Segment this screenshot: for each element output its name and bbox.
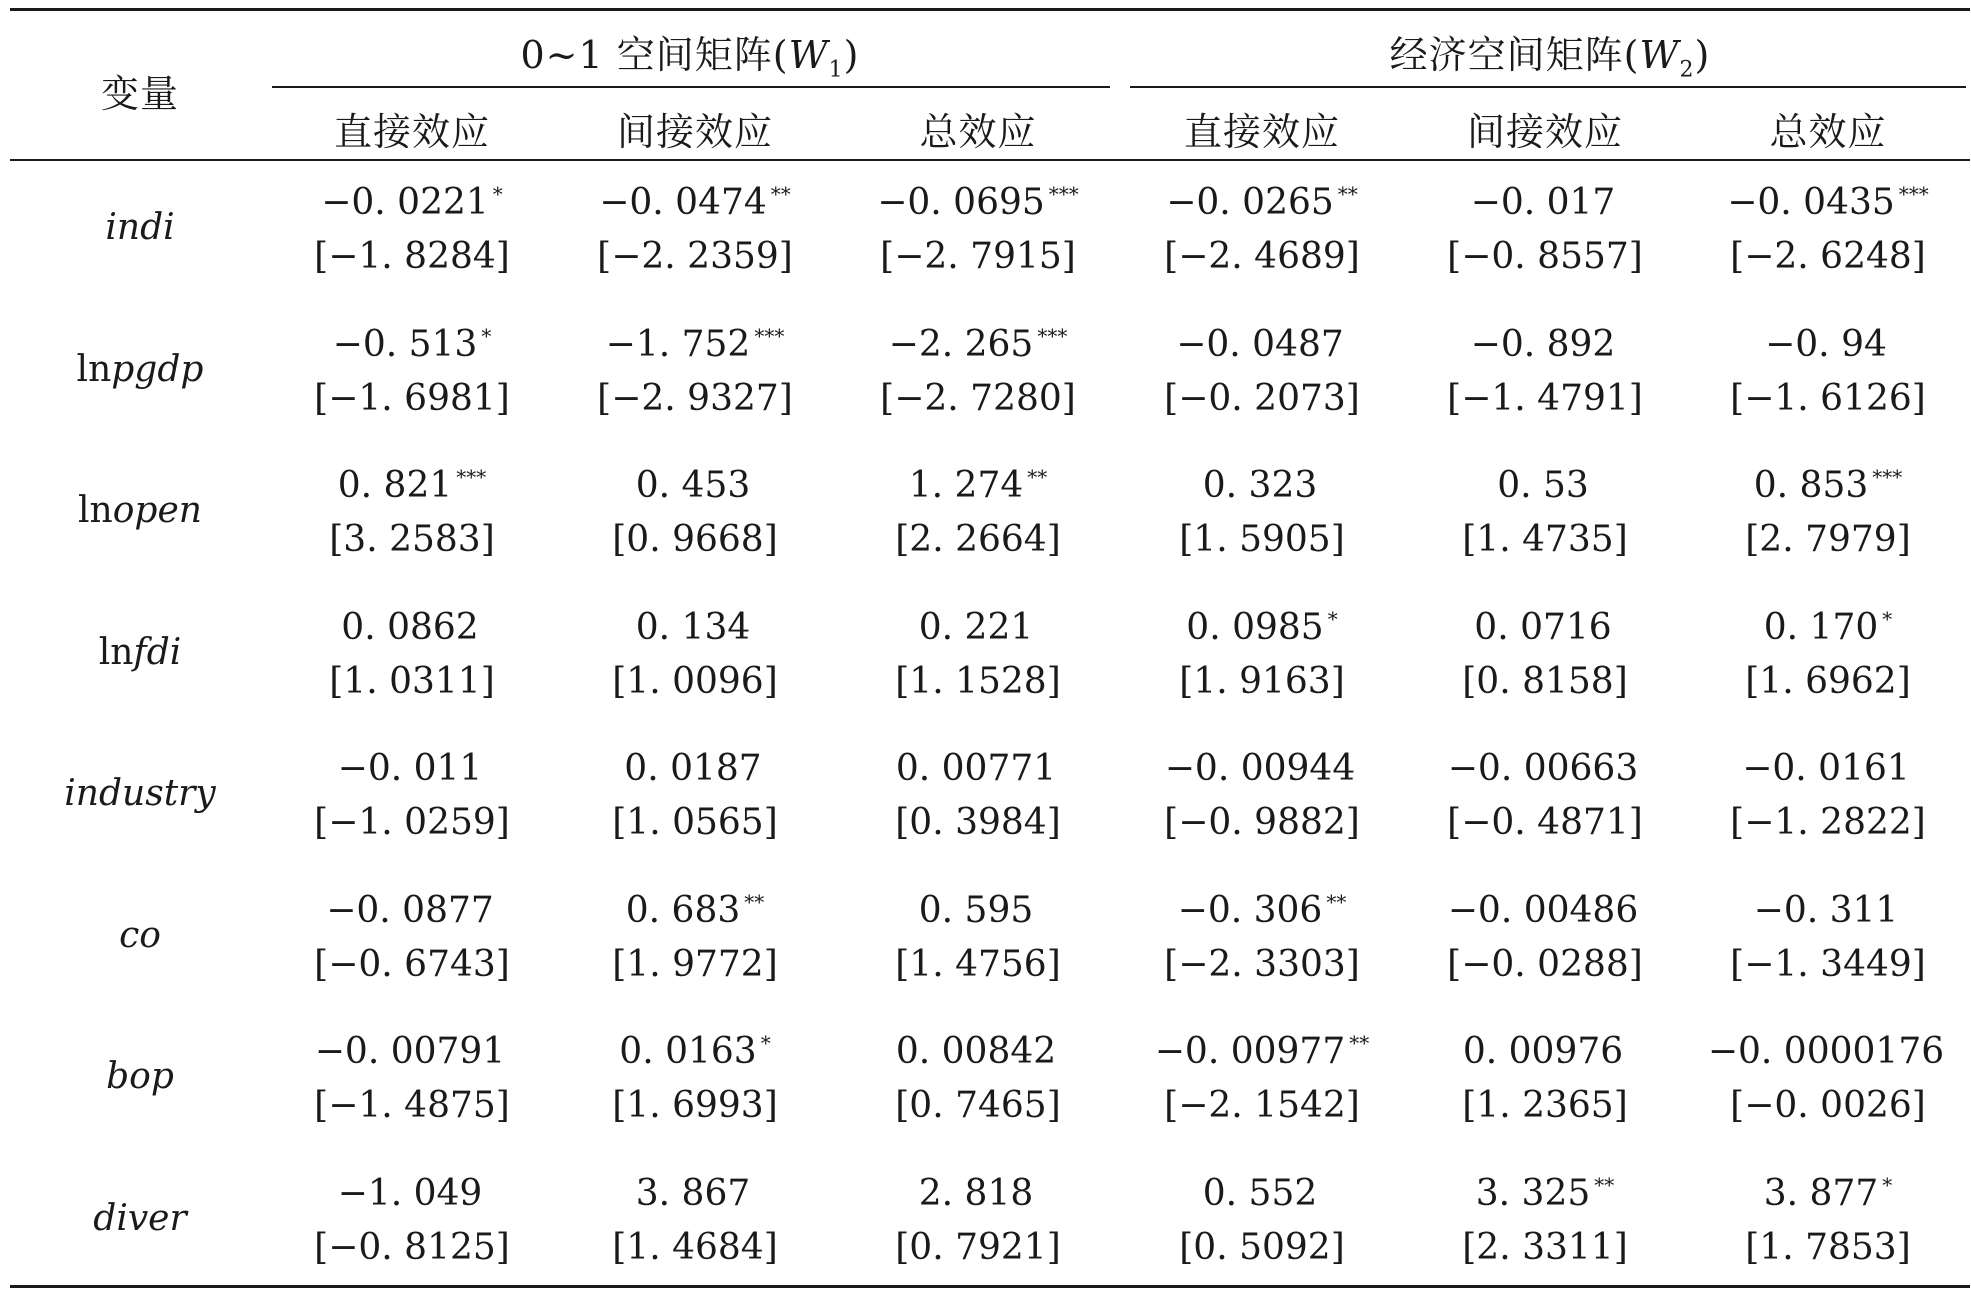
group2-header — [1389, 24, 1711, 83]
coefficient-value: 0. 170 — [1763, 606, 1879, 648]
significance-stars: * — [481, 323, 492, 348]
coefficient-value: −0. 00486 — [1447, 889, 1639, 931]
variable-symbol: bop — [106, 1056, 174, 1097]
coefficient-value: −0. 0877 — [326, 889, 494, 931]
coefficient-cell — [321, 183, 503, 223]
coefficient-cell — [626, 891, 765, 931]
coefficient-cell — [1178, 891, 1347, 931]
significance-stars: * — [1882, 1172, 1893, 1197]
variable-symbol: open — [112, 490, 202, 531]
coefficient-value: 0. 0163 — [619, 1031, 757, 1072]
coefficient-value: 0. 00771 — [895, 748, 1057, 789]
coefficient-cell — [889, 325, 1068, 365]
group1-prefix: 0~1 空间矩阵( — [520, 33, 789, 77]
coefficient-cell — [338, 1174, 487, 1214]
coefficient-value: −0. 0000176 — [1707, 1031, 1945, 1072]
coefficient-cell — [1754, 466, 1903, 506]
coefficient-cell — [1186, 608, 1337, 648]
t-statistic-cell: [−0. 0288] — [1447, 943, 1643, 985]
coefficient-value: 0. 0985 — [1186, 606, 1324, 648]
bottom-rule — [10, 1285, 1970, 1288]
t-statistic-cell: [−1. 0259] — [314, 802, 510, 843]
coefficient-value: 0. 552 — [1202, 1172, 1318, 1214]
coefficient-cell — [1476, 1174, 1615, 1214]
coefficient-value: 0. 134 — [635, 606, 751, 648]
group2-prefix: 经济空间矩阵( — [1389, 33, 1640, 77]
t-statistic-cell: [0. 8158] — [1462, 660, 1628, 702]
significance-stars: *** — [754, 323, 785, 348]
coefficient-value: −0. 311 — [1753, 889, 1899, 931]
significance-stars: ** — [1326, 889, 1347, 914]
coefficient-cell — [338, 466, 487, 506]
coefficient-cell — [333, 325, 492, 365]
coefficient-cell — [1165, 749, 1359, 789]
t-statistic-cell: [−0. 6743] — [314, 943, 510, 985]
t-statistic-cell: [−1. 2822] — [1730, 802, 1926, 843]
t-statistic-cell: [−2. 1542] — [1164, 1085, 1360, 1126]
significance-stars: ** — [1349, 1031, 1370, 1055]
t-statistic-cell: [0. 7465] — [895, 1085, 1061, 1126]
coefficient-cell — [341, 608, 482, 648]
t-statistic-cell: [−0. 4871] — [1447, 802, 1643, 843]
coefficient-cell — [919, 608, 1038, 648]
t-statistic-cell: [−2. 9327] — [597, 377, 793, 419]
coefficient-value: 0. 853 — [1753, 465, 1869, 506]
coefficient-value: −0. 306 — [1177, 889, 1323, 931]
coefficient-value: −0. 0221 — [321, 182, 489, 223]
coefficient-cell — [624, 749, 765, 789]
t-statistic-cell: [0. 9668] — [612, 519, 778, 560]
variable-symbol: co — [119, 914, 161, 956]
coefficient-cell — [1764, 1174, 1893, 1214]
column-header-total-w1: 总效应 — [919, 110, 1037, 154]
t-statistic-cell: [−2. 3303] — [1164, 943, 1360, 985]
coefficient-cell — [919, 1174, 1038, 1214]
variable-name — [78, 490, 202, 531]
coefficient-cell — [1497, 466, 1593, 506]
group1-header — [520, 24, 860, 83]
coefficient-value: 0. 0716 — [1474, 606, 1612, 648]
coefficient-cell — [599, 183, 791, 223]
variable-log-prefix: ln — [76, 348, 112, 390]
t-statistic-cell: [−1. 8284] — [314, 236, 510, 277]
variable-log-prefix: ln — [78, 490, 113, 531]
variable-log-prefix: ln — [98, 631, 134, 673]
column-header-indirect-w2: 间接效应 — [1466, 110, 1624, 154]
coefficient-value: 3. 867 — [635, 1172, 751, 1214]
header-rule — [10, 159, 1970, 161]
coefficient-value: −0. 0695 — [877, 182, 1045, 223]
t-statistic-cell: [1. 0311] — [329, 660, 495, 702]
coefficient-cell — [1471, 183, 1620, 223]
coefficient-value: −0. 00977 — [1154, 1031, 1346, 1072]
significance-stars: * — [492, 182, 503, 206]
significance-stars: *** — [456, 465, 487, 489]
coefficient-cell — [909, 466, 1048, 506]
significance-stars: * — [1327, 606, 1338, 631]
coefficient-cell — [1166, 183, 1358, 223]
variable-header: 变量 — [100, 72, 180, 116]
t-statistic-cell: [−0. 0026] — [1730, 1085, 1926, 1126]
column-header-direct-w2: 直接效应 — [1183, 110, 1341, 154]
coefficient-cell — [606, 325, 785, 365]
t-statistic-cell: [2. 2664] — [895, 519, 1061, 560]
coefficient-value: 0. 0187 — [624, 748, 762, 789]
t-statistic-cell: [1. 6962] — [1745, 660, 1911, 702]
coefficient-cell — [338, 749, 487, 789]
coefficient-value: 0. 323 — [1202, 465, 1318, 506]
group2-subscript: 2 — [1679, 57, 1695, 83]
coefficient-value: −1. 049 — [337, 1172, 483, 1214]
coefficient-value: −0. 0265 — [1166, 182, 1334, 223]
coefficient-cell — [1471, 325, 1620, 365]
group1-suffix: ) — [843, 33, 860, 77]
t-statistic-cell: [1. 4756] — [895, 943, 1061, 985]
significance-stars: * — [1882, 606, 1893, 631]
coefficient-value: 0. 221 — [918, 606, 1034, 648]
t-statistic-cell: [1. 4684] — [612, 1226, 778, 1268]
coefficient-value: −0. 0435 — [1727, 182, 1895, 223]
variable-name — [77, 349, 204, 390]
t-statistic-cell: [−1. 4875] — [314, 1085, 510, 1126]
coefficient-cell — [919, 891, 1038, 931]
coefficient-cell — [1754, 891, 1903, 931]
significance-stars: *** — [1048, 182, 1079, 206]
coefficient-cell — [1708, 1032, 1948, 1072]
coefficient-cell — [1765, 325, 1891, 365]
coefficient-value: −0. 0487 — [1176, 323, 1344, 365]
coefficient-cell — [1448, 891, 1642, 931]
t-statistic-cell: [1. 4735] — [1462, 519, 1628, 560]
t-statistic-cell: [−2. 2359] — [597, 236, 793, 277]
coefficient-value: −0. 00944 — [1164, 748, 1356, 789]
variable-symbol: fdi — [133, 631, 182, 673]
t-statistic-cell: [−0. 8125] — [314, 1226, 510, 1268]
coefficient-cell — [1448, 749, 1642, 789]
coefficient-cell — [636, 608, 755, 648]
t-statistic-cell: [2. 7979] — [1745, 519, 1911, 560]
variable-symbol: diver — [93, 1197, 187, 1239]
significance-stars: * — [760, 1031, 771, 1055]
variable-name — [106, 1056, 174, 1097]
significance-stars: ** — [1027, 465, 1048, 489]
coefficient-cell — [896, 1032, 1060, 1072]
coefficient-value: 0. 595 — [918, 889, 1034, 931]
variable-name — [99, 632, 182, 673]
t-statistic-cell: [−2. 7915] — [880, 236, 1076, 277]
top-rule — [10, 8, 1970, 11]
significance-stars: *** — [1898, 182, 1929, 206]
column-header-total-w2: 总效应 — [1769, 110, 1887, 154]
coefficient-value: 0. 0862 — [341, 606, 479, 648]
significance-stars: ** — [1594, 1172, 1615, 1197]
coefficient-cell — [619, 1032, 770, 1072]
coefficient-value: −0. 0161 — [1742, 748, 1910, 789]
coefficient-value: −0. 513 — [332, 323, 478, 365]
variable-symbol: indi — [105, 207, 175, 248]
coefficient-value: −2. 265 — [888, 323, 1034, 365]
t-statistic-cell: [1. 7853] — [1745, 1226, 1911, 1268]
t-statistic-cell: [1. 6993] — [612, 1085, 778, 1126]
t-statistic-cell: [−2. 4689] — [1164, 236, 1360, 277]
coefficient-cell — [1742, 749, 1914, 789]
variable-name — [119, 915, 161, 956]
t-statistic-cell: [−0. 2073] — [1164, 377, 1360, 419]
significance-stars: ** — [744, 889, 765, 914]
group1-subscript: 1 — [828, 57, 844, 83]
coefficient-value: 3. 877 — [1763, 1172, 1879, 1214]
t-statistic-cell: [1. 5905] — [1179, 519, 1345, 560]
variable-name — [93, 1198, 186, 1239]
t-statistic-cell: [0. 3984] — [895, 802, 1061, 843]
t-statistic-cell: [1. 9772] — [612, 943, 778, 985]
coefficient-value: −0. 00791 — [314, 1031, 506, 1072]
variable-symbol: industry — [64, 773, 216, 814]
t-statistic-cell: [1. 1528] — [895, 660, 1061, 702]
t-statistic-cell: [−1. 4791] — [1447, 377, 1643, 419]
coefficient-value: −0. 017 — [1470, 182, 1616, 223]
significance-stars: *** — [1037, 323, 1068, 348]
variable-name — [64, 773, 215, 814]
t-statistic-cell: [1. 2365] — [1462, 1085, 1628, 1126]
significance-stars: ** — [770, 182, 791, 206]
coefficient-value: 0. 683 — [625, 889, 741, 931]
t-statistic-cell: [−2. 7280] — [880, 377, 1076, 419]
coefficient-value: −0. 0474 — [599, 182, 767, 223]
column-header-indirect-w1: 间接效应 — [616, 110, 774, 154]
significance-stars: *** — [1872, 465, 1903, 489]
t-statistic-cell: [−1. 6981] — [314, 377, 510, 419]
coefficient-value: −0. 00663 — [1447, 748, 1639, 789]
coefficient-value: 0. 00842 — [895, 1031, 1057, 1072]
coefficient-cell — [877, 183, 1079, 223]
t-statistic-cell: [0. 7921] — [895, 1226, 1061, 1268]
t-statistic-cell: [0. 5092] — [1179, 1226, 1345, 1268]
significance-stars: ** — [1337, 182, 1358, 206]
group2-symbol: W — [1639, 33, 1680, 77]
coefficient-cell — [1727, 183, 1929, 223]
t-statistic-cell: [−0. 8557] — [1447, 236, 1643, 277]
coefficient-value: 2. 818 — [918, 1172, 1034, 1214]
coefficient-value: 0. 53 — [1497, 465, 1589, 506]
coefficient-value: 3. 325 — [1475, 1172, 1591, 1214]
coefficient-cell — [1474, 608, 1615, 648]
coefficient-value: 0. 453 — [635, 465, 751, 506]
t-statistic-cell: [1. 0565] — [612, 802, 778, 843]
coefficient-cell — [1463, 1032, 1627, 1072]
coefficient-value: −1. 752 — [605, 323, 751, 365]
coefficient-cell — [636, 1174, 755, 1214]
coefficient-cell — [1155, 1032, 1369, 1072]
group2-underline — [1130, 86, 1966, 88]
t-statistic-cell: [3. 2583] — [329, 519, 495, 560]
coefficient-cell — [1764, 608, 1893, 648]
group1-underline — [272, 86, 1110, 88]
group2-suffix: ) — [1694, 33, 1711, 77]
coefficient-cell — [1176, 325, 1348, 365]
t-statistic-cell: [1. 0096] — [612, 660, 778, 702]
coefficient-value: 0. 00976 — [1462, 1031, 1624, 1072]
t-statistic-cell: [−2. 6248] — [1730, 236, 1926, 277]
t-statistic-cell: [2. 3311] — [1462, 1226, 1628, 1268]
variable-symbol: pgdp — [111, 348, 204, 390]
t-statistic-cell: [−0. 9882] — [1164, 802, 1360, 843]
group1-symbol: W — [788, 33, 829, 77]
coefficient-value: −0. 892 — [1470, 323, 1616, 365]
coefficient-value: −0. 011 — [337, 748, 483, 789]
column-header-direct-w1: 直接效应 — [333, 110, 491, 154]
coefficient-value: −0. 94 — [1765, 323, 1887, 365]
coefficient-cell — [636, 466, 755, 506]
t-statistic-cell: [−1. 3449] — [1730, 943, 1926, 985]
coefficient-cell — [1203, 1174, 1322, 1214]
coefficient-cell — [1203, 466, 1322, 506]
coefficient-cell — [326, 891, 498, 931]
t-statistic-cell: [1. 9163] — [1179, 660, 1345, 702]
coefficient-cell — [315, 1032, 509, 1072]
t-statistic-cell: [−1. 6126] — [1730, 377, 1926, 419]
coefficient-value: 1. 274 — [908, 465, 1024, 506]
variable-name — [105, 207, 174, 248]
coefficient-cell — [896, 749, 1060, 789]
coefficient-value: 0. 821 — [337, 465, 453, 506]
